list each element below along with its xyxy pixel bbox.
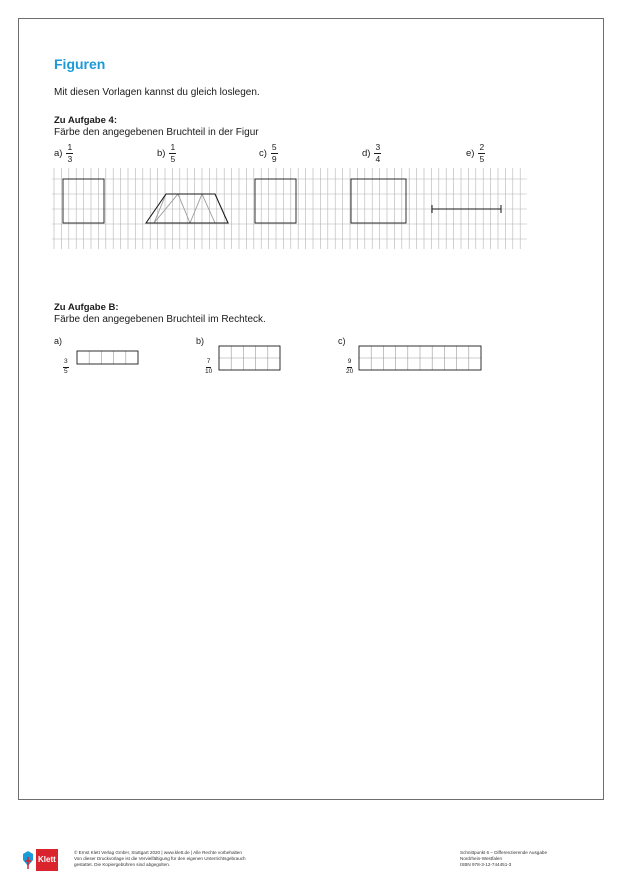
- footer-line: Von dieser Druckvorlage ist die Vervielfältigung für den eigenen Unterrichtsgebrauch: [74, 856, 246, 862]
- page-title: Figuren: [54, 56, 106, 72]
- denominator: 5: [64, 367, 68, 375]
- taskB-letter-a: a): [54, 336, 63, 346]
- denominator: 4: [375, 153, 381, 164]
- taskB-letter-c: c): [338, 336, 346, 346]
- numerator: 7: [206, 359, 212, 368]
- numerator: 2: [479, 142, 485, 152]
- footer-book-info: [460, 850, 547, 869]
- footer-line: gestattet. Die Kopiergebühren sind abgegolten.: [74, 862, 171, 868]
- item-letter: b): [157, 147, 166, 159]
- numerator: 3: [63, 359, 69, 368]
- rectangle-b: [219, 346, 280, 370]
- denominator: 9: [271, 153, 277, 164]
- footer-copyright: [74, 850, 246, 869]
- numerator: 1: [170, 142, 176, 152]
- item-letter: c): [259, 147, 267, 159]
- numerator: 5: [271, 142, 277, 152]
- footer-line: © Ernst Klett Verlag GmbH, Stuttgart 2020 | www.klett.de | Alle Rechte vorbehalten: [74, 850, 242, 855]
- taskB-letter-b: b): [196, 336, 205, 346]
- denominator: 5: [170, 153, 176, 164]
- item-letter: a): [54, 147, 63, 159]
- denominator: 20: [346, 367, 354, 375]
- intro-text: Mit diesen Vorlagen kannst du gleich loslegen.: [54, 87, 260, 98]
- rectangle-c: [359, 346, 481, 370]
- rectangle-outline: [77, 351, 138, 364]
- klett-logo: [20, 849, 58, 871]
- denominator: 5: [479, 153, 485, 164]
- numerator: 1: [67, 142, 73, 152]
- taskB-heading: Zu Aufgabe B:: [54, 302, 119, 313]
- numerator: 3: [375, 142, 381, 152]
- numerator: 9: [347, 359, 353, 368]
- footer-line: ISBN 978-3-12-744451-3: [460, 862, 512, 868]
- task4-instruction: Färbe den angegebenen Bruchteil in der Figur: [54, 127, 259, 138]
- taskB-instruction: Färbe den angegebenen Bruchteil im Rechteck.: [54, 314, 266, 325]
- rectangle-a: [77, 351, 138, 364]
- task4-heading: Zu Aufgabe 4:: [54, 115, 117, 126]
- denominator: 3: [67, 153, 73, 164]
- denominator: 10: [205, 367, 213, 375]
- item-letter: d): [362, 147, 371, 159]
- footer-line: Nordrhein-Westfalen: [460, 856, 503, 862]
- footer-line: Schnittpunkt 6 – Differenzierende Ausgabe: [460, 850, 548, 855]
- logo-wordmark: Klett: [38, 855, 56, 864]
- item-letter: e): [466, 147, 475, 159]
